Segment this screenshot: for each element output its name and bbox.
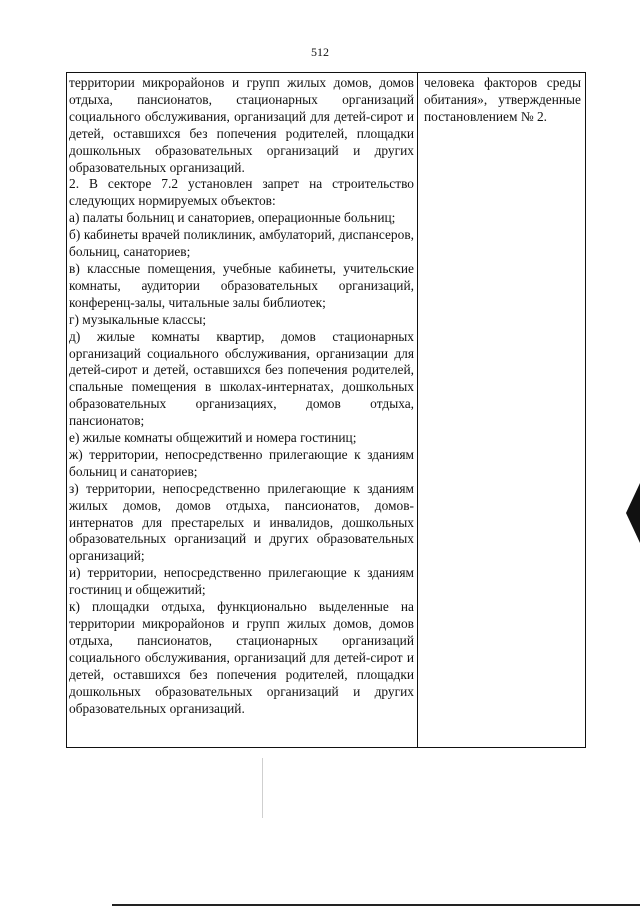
paragraph-continuation: территории микрорайонов и групп жилых домов, домов отдыха, пансионатов, стационарных организаций социального обслуживания, организаций для детей-сирот и детей, оставшихся без попечения родителей, площадки дошкольных образовательных организаций и других образовательных организаций. [69, 75, 414, 175]
list-item-b: б) кабинеты врачей поликлиник, амбулаторий, диспансеров, больниц, санаториев; [69, 227, 414, 260]
right-column-text: человека факторов среды обитания», утвержденные постановлением № 2. [424, 75, 581, 124]
list-item-v: в) классные помещения, учебные кабинеты, учительские комнаты, аудитории образовательных организаций, конференц-залы, читальные залы библиотек; [69, 260, 414, 310]
table-right-column [418, 73, 585, 747]
scan-artifact-line [262, 758, 263, 818]
scan-bottom-edge [112, 904, 640, 906]
list-item-a: а) палаты больниц и санаториев, операционные больниц; [69, 210, 396, 226]
scan-edge-mark [626, 483, 640, 543]
list-item-k: к) площадки отдыха, функционально выделенные на территории микрорайонов и групп жилых домов, домов отдыха, пансионатов, стационарных организаций социального обслуживания, организаций для детей-сирот и детей, оставшихся без попечения родителей, площадки дошкольных образовательных организаций и других образовательных организаций. [69, 599, 414, 716]
list-item-i: и) территории, непосредственно прилегающие к зданиям гостиниц и общежитий; [69, 565, 414, 598]
paragraph-sector-7-2: 2. В секторе 7.2 установлен запрет на строительство следующих нормируемых объектов: [69, 176, 414, 209]
page-number: 512 [311, 45, 329, 59]
list-item-zh: ж) территории, непосредственно прилегающие к зданиям больниц и санаториев; [69, 446, 414, 479]
list-item-e: е) жилые комнаты общежитий и номера гостиниц; [69, 430, 357, 446]
table-left-column [67, 73, 418, 747]
list-item-d: д) жилые комнаты квартир, домов стационарных организаций социального обслуживания, организации для детей-сирот и детей, оставшихся без попечения родителей, спальные помещения в школах-интернатах, дошкольных образовательных организациях, домов отдыха, пансионатов; [69, 328, 414, 429]
list-item-z: з) территории, непосредственно прилегающие к зданиям жилых домов, домов отдыха, пансионатов, домов-интернатов для престарелых и инвалидов, дошкольных образовательных организаций и других образовательных организаций; [69, 480, 414, 564]
document-table [66, 72, 586, 748]
list-item-g: г) музыкальные классы; [69, 311, 207, 327]
